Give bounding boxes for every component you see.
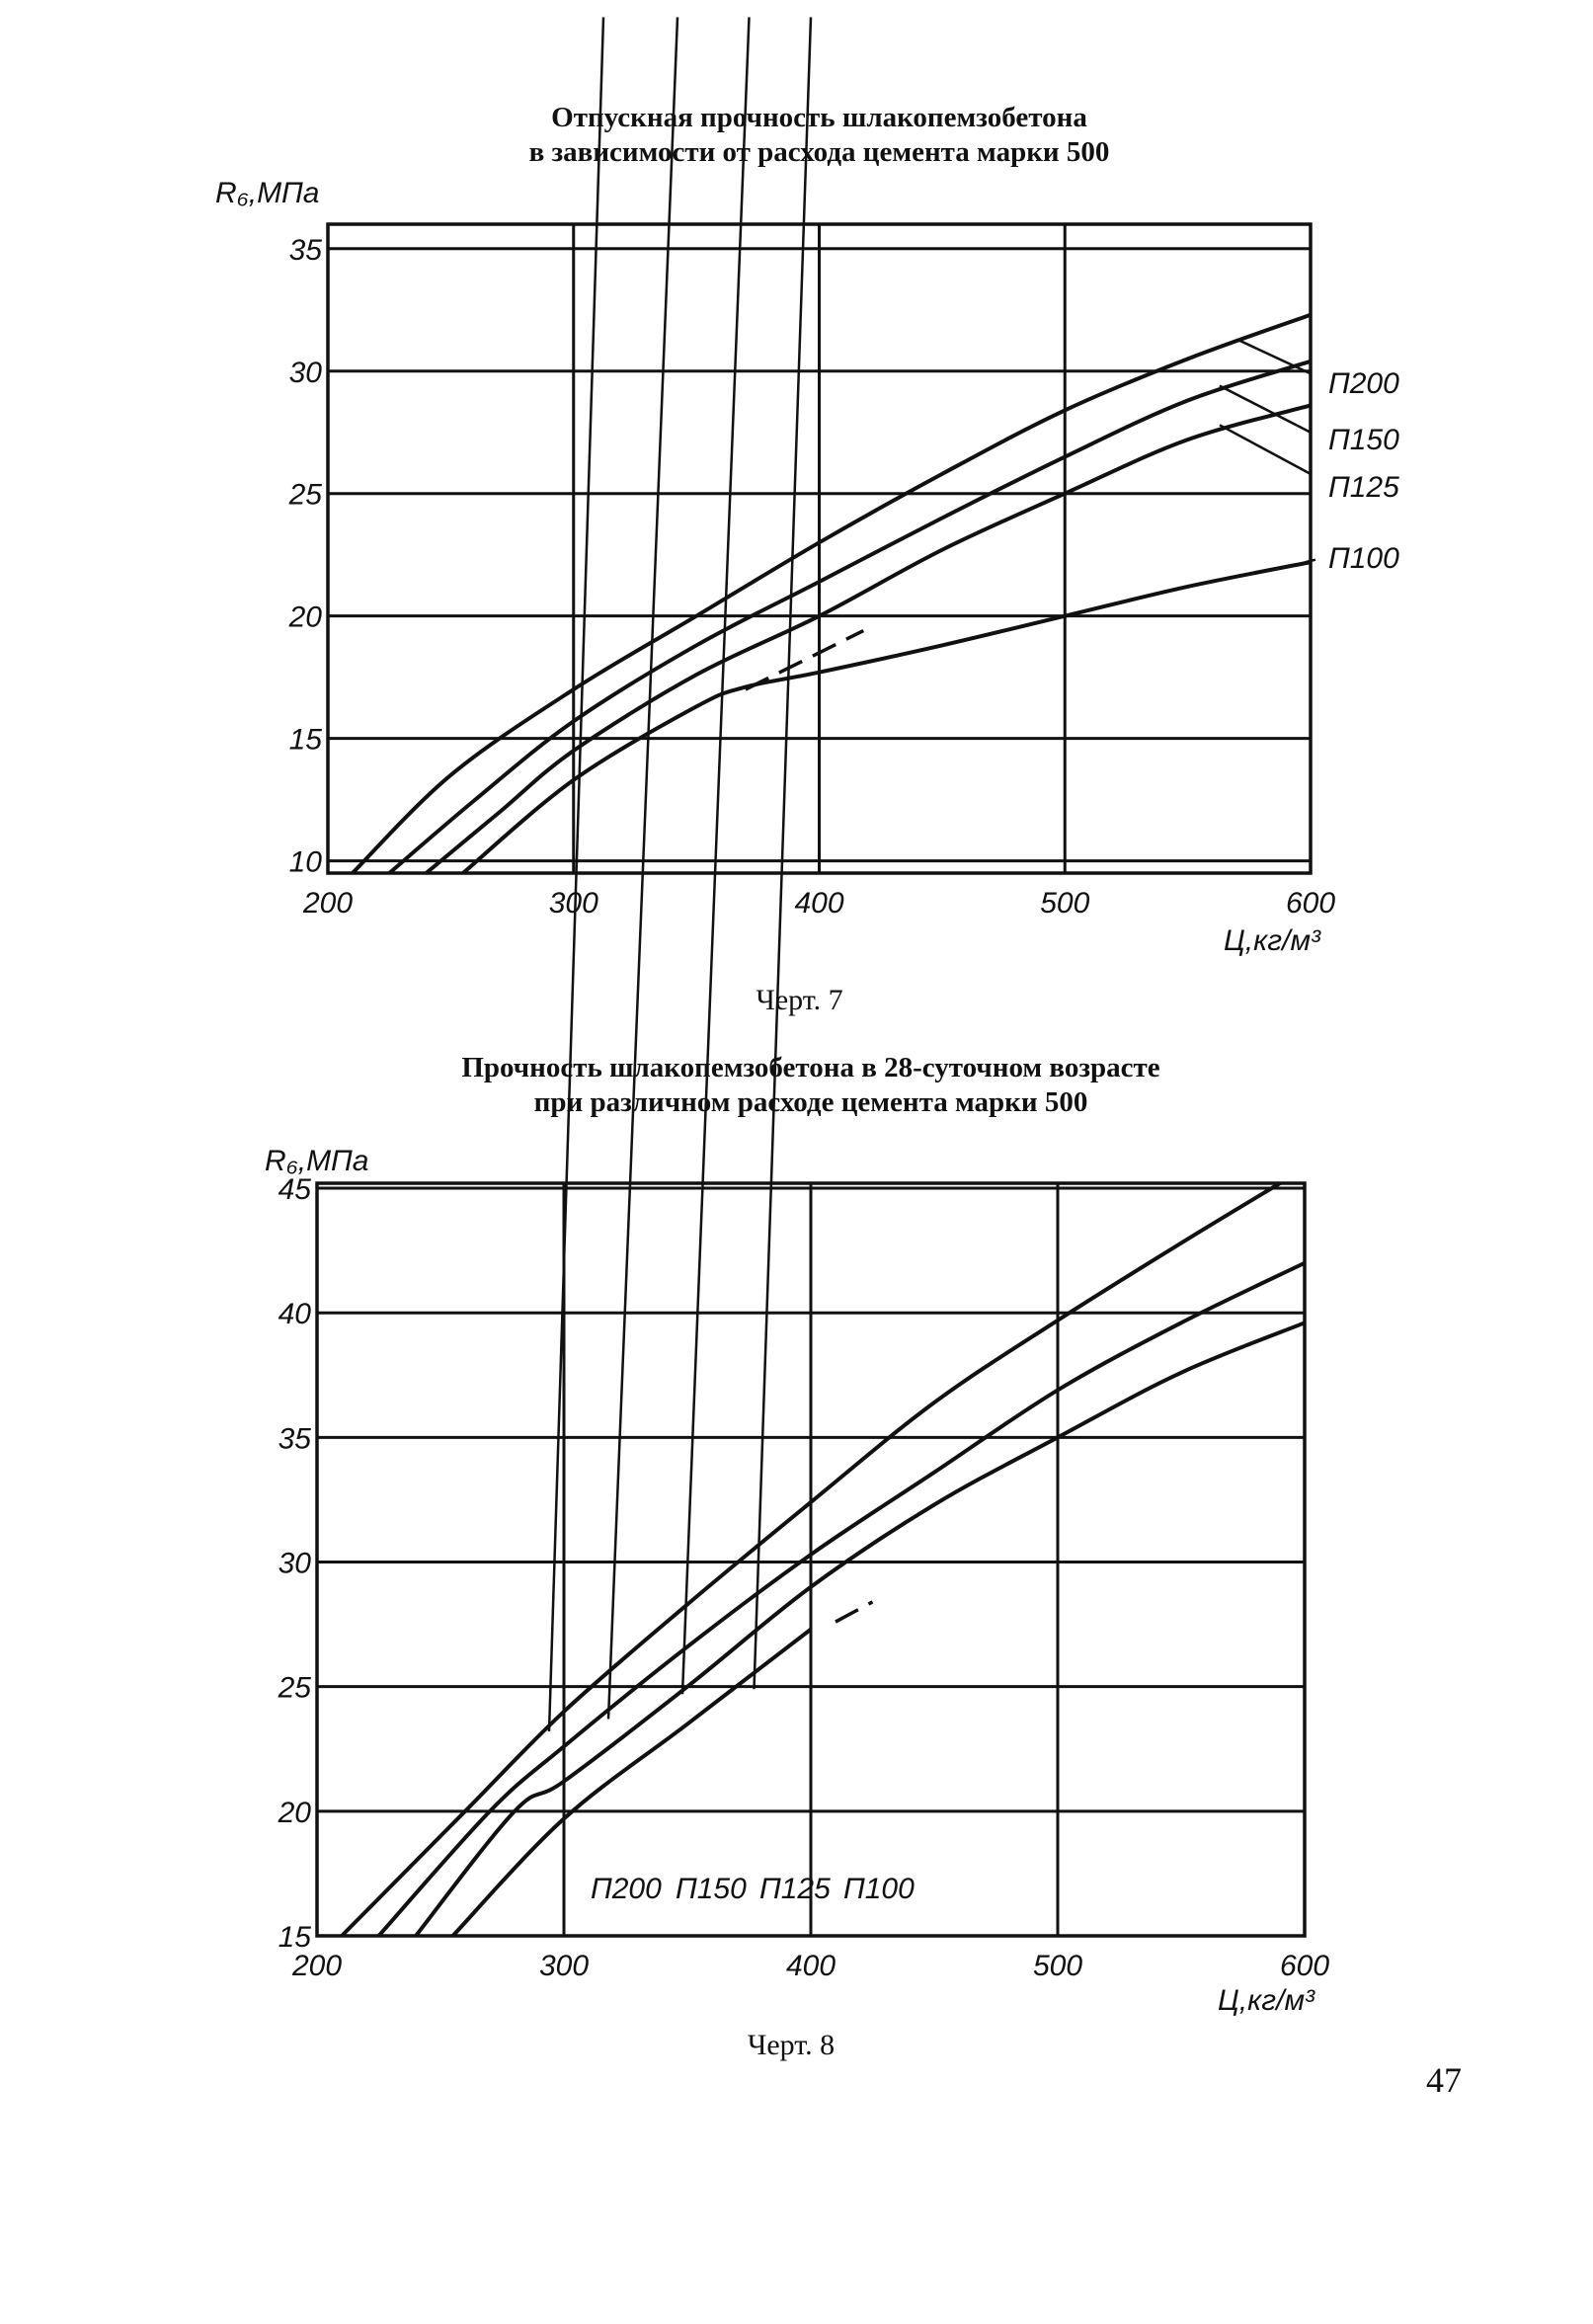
- series-line-П125: [416, 1322, 1305, 1936]
- y-tick-label: 35: [288, 233, 322, 267]
- y-tick-label: 15: [288, 723, 322, 757]
- figure-caption: Черт. 8: [747, 2029, 836, 2061]
- x-tick-label: 300: [538, 1950, 590, 1982]
- y-tick-label: 45: [278, 1173, 311, 1207]
- y-axis-label: R₆,МПа: [215, 177, 320, 209]
- leader-line: [608, 17, 677, 1719]
- x-axis-label: Ц,кг/м³: [1218, 1984, 1314, 2017]
- x-tick-label: 500: [1040, 887, 1090, 920]
- series-dashed-extension: [746, 631, 863, 690]
- y-axis-label: R₆,МПа: [265, 1145, 369, 1177]
- y-tick-label: 25: [278, 1671, 311, 1705]
- y-tick-label: 40: [278, 1298, 311, 1331]
- y-tick-label: 20: [288, 601, 322, 634]
- series-label: П150: [1328, 424, 1399, 456]
- chart-title-line: при различном расходе цемента марки 500: [533, 1086, 1088, 1118]
- x-tick-label: 600: [1285, 887, 1336, 920]
- series-label: П125: [759, 1873, 831, 1905]
- y-tick-label: 30: [278, 1547, 311, 1580]
- x-tick-label: 500: [1032, 1950, 1083, 1982]
- x-tick-label: 400: [794, 887, 844, 920]
- figure-caption: Черт. 7: [756, 984, 843, 1016]
- y-tick-label: 30: [288, 356, 322, 389]
- x-tick-label: 200: [291, 1950, 343, 1982]
- series-dashed-extension: [836, 1602, 873, 1622]
- page-number: 47: [1426, 2060, 1462, 2100]
- series-line-П125: [427, 405, 1312, 873]
- series-label: П100: [1328, 542, 1399, 575]
- series-label: П125: [1328, 471, 1399, 504]
- series-label: П150: [676, 1873, 747, 1905]
- leader-line: [682, 17, 750, 1694]
- leader-line: [1220, 425, 1311, 474]
- chart-title-line: Прочность шлакопемзобетона в 28-суточном возрасте: [461, 1052, 1160, 1083]
- series-label: П100: [843, 1873, 915, 1905]
- y-tick-label: 15: [278, 1921, 311, 1954]
- series-label: П200: [591, 1873, 662, 1905]
- series-label: П200: [1328, 367, 1399, 400]
- y-tick-label: 35: [278, 1422, 311, 1456]
- chart-title-line: в зависимости от расхода цемента марки 500: [528, 136, 1110, 168]
- series-line-П100: [463, 562, 1311, 873]
- leader-line: [1306, 560, 1315, 562]
- x-tick-label: 300: [548, 887, 598, 920]
- y-tick-label: 20: [278, 1796, 311, 1829]
- x-tick-label: 400: [785, 1950, 836, 1982]
- series-line-П150: [379, 1263, 1306, 1936]
- y-tick-label: 10: [288, 845, 322, 879]
- x-axis-label: Ц,кг/м³: [1224, 924, 1320, 957]
- x-tick-label: 200: [302, 887, 354, 920]
- chart-2: [265, 17, 1329, 2061]
- series-line-П200: [353, 315, 1311, 873]
- leader-line: [1236, 340, 1311, 374]
- chart-1: [215, 102, 1399, 1016]
- x-tick-label: 600: [1279, 1950, 1330, 1982]
- y-tick-label: 25: [288, 478, 322, 512]
- chart-title-line: Отпускная прочность шлакопемзобетона: [551, 102, 1087, 133]
